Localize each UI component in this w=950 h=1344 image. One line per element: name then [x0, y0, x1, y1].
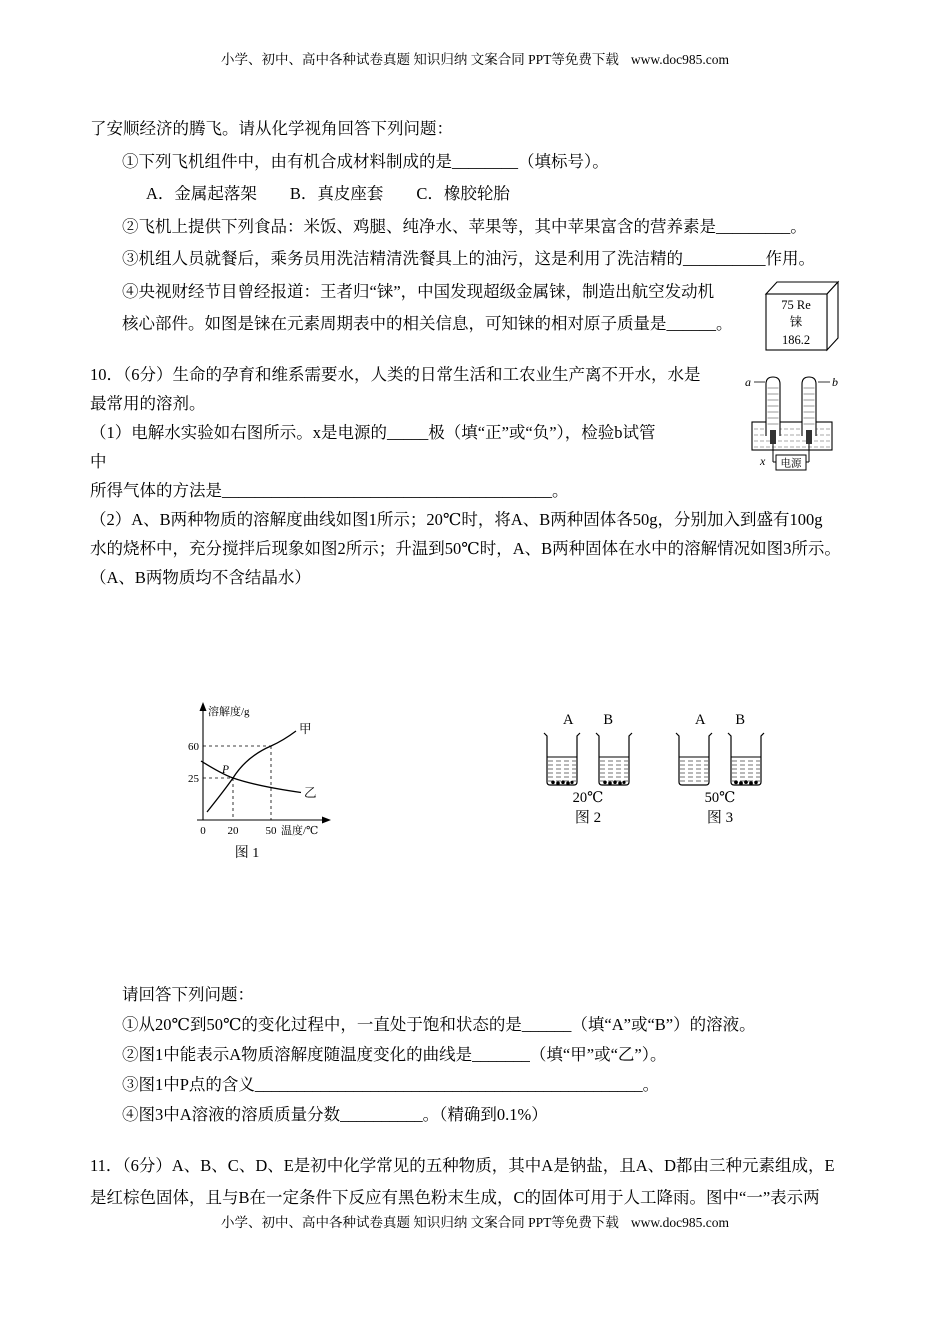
figure-3-caption: 图 3: [706, 810, 734, 826]
figure-1-caption: 图 1: [234, 846, 260, 861]
trough: [752, 422, 832, 450]
solubility-curve-chart: [175, 698, 345, 866]
q10-part2-line3: （A、B两物质均不含结晶水）: [90, 568, 311, 587]
label-b: b: [832, 375, 838, 389]
xtick-50: 50: [265, 825, 277, 837]
q10-ask-line: 请回答下列问题：: [122, 985, 254, 1004]
xtick-0: 0: [200, 825, 206, 837]
guide-60-50: [203, 746, 271, 820]
tube-b: [802, 377, 816, 436]
fig3-label-b: B: [735, 712, 746, 728]
q10-sub2-line: ②图1中能表示A物质溶解度随温度变化的曲线是_______（填“甲”或“乙”）。: [122, 1045, 667, 1064]
figure-3-group: [672, 712, 768, 827]
element-box-top-face: [766, 282, 838, 294]
q9-item2-line: ②飞机上提供下列食品：米饭、鸡腿、纯净水、苹果等，其中苹果富含的营养素是_________。: [122, 216, 807, 236]
ytick-25: 25: [188, 773, 199, 785]
q9-item3-line: ③机组人员就餐后，乘务员用洗洁精清洗餐具上的油污，这是利用了洗洁精的__________作用。: [122, 249, 815, 268]
q10-subquestions-block: [90, 980, 882, 1130]
q9-item1-line: ①下列飞机组件中，由有机合成材料制成的是________（填标号）。: [122, 151, 609, 171]
fig3-temperature: 50℃: [704, 790, 736, 806]
curve-jia-label: 甲: [299, 722, 312, 736]
point-p-label: P: [222, 764, 230, 776]
header-url: www.doc985.com: [630, 52, 729, 67]
q10-part1-line3: 所得气体的方法是________________________________________。: [90, 481, 569, 500]
x-axis-arrow: [322, 817, 331, 824]
figure-3-beakers: [672, 731, 768, 789]
left-electrode: [770, 430, 776, 444]
q9-item4-line1: ④央视财经节目曾经报道：王者归“铼”，中国发现超级金属铼，制造出航空发动机: [122, 281, 715, 301]
footer-url: www.doc985.com: [630, 1215, 729, 1230]
beaker-b-50c: [726, 731, 766, 789]
q10-sub1-line: ①从20℃到50℃的变化过程中，一直处于饱和状态的是______（填“A”或“B”）的溶液。: [122, 1015, 756, 1034]
q10-part2-line1: （2）A、B两种物质的溶解度曲线如图1所示；20℃时，将A、B两种固体各50g，分别加入到盛有100g: [90, 510, 823, 529]
beaker-a-50c: [674, 731, 714, 789]
header-text: 小学、初中、高中各种试卷真题 知识归纳 文案合同 PPT等免费下载: [221, 52, 619, 67]
q9-item4-line2: 核心部件。如图是铼在元素周期表中的相关信息，可知铼的相对原子质量是______。: [122, 314, 733, 333]
fig2-label-b: B: [603, 712, 614, 728]
beaker-b-20c: [594, 731, 634, 789]
curve-yi: [201, 761, 301, 793]
label-a: a: [745, 375, 751, 389]
liquid-hatch: [732, 761, 760, 781]
curve-jia: [207, 731, 296, 812]
q10-stem-line2: 最常用的溶剂。: [90, 394, 206, 413]
x-axis-label: 温度/℃: [281, 825, 319, 837]
q9-item1-options-line: A．金属起落架 B．真皮座套 C．橡胶轮胎: [146, 184, 510, 203]
liquid-hatch: [548, 761, 576, 781]
undissolved-solid: [551, 780, 573, 785]
q10-sub3-line: ③图1中P点的含义_______________________________________________。: [122, 1075, 660, 1094]
rhenium-element-box-figure: [760, 278, 844, 356]
q10-stem-line1: 10．（6分）生命的孕育和维系需要水，人类的日常生活和工农业生产离不开水，水是: [90, 365, 701, 384]
q10-part2-line2: 水的烧杯中，充分搅拌后现象如图2所示；升温到50℃时，A、B两种固体在水中的溶解情况如图3所示。: [90, 539, 841, 558]
element-box-right-face: [827, 282, 838, 350]
figure-2-caption: 图 2: [574, 810, 602, 826]
ytick-60: 60: [188, 741, 199, 753]
fig2-temperature: 20℃: [572, 790, 604, 806]
figure-2-beaker-labels: [540, 712, 636, 728]
beaker-a-20c: [542, 731, 582, 789]
y-axis-label: 溶解度/g: [208, 706, 250, 718]
water-electrolysis-apparatus-figure: [742, 372, 844, 482]
element-number-symbol: 75 Re: [781, 298, 811, 312]
liquid-hatch: [680, 761, 708, 781]
page-footer: [0, 1211, 950, 1231]
undissolved-solid: [603, 780, 625, 785]
y-axis-arrow: [200, 702, 207, 711]
q11-line1: 11．（6分）A、B、C、D、E是初中化学常见的五种物质，其中A是钠盐，且A、D都由三种元素组成，E: [90, 1156, 835, 1175]
right-electrode: [806, 430, 812, 444]
label-x: x: [760, 454, 766, 468]
question-11-block: [90, 1150, 882, 1214]
power-supply-label: 电源: [780, 458, 802, 470]
q10-part1-line1: （1）电解水实验如右图所示。x是电源的_____极（填“正”或“负”），检验b试管: [90, 423, 656, 442]
q10-sub4-line: ④图3中A溶液的溶质质量分数__________。（精确到0.1%）: [122, 1105, 548, 1124]
element-name: 铼: [789, 315, 803, 329]
fig2-label-a: A: [562, 712, 574, 728]
fig3-label-a: A: [694, 712, 706, 728]
footer-text: 小学、初中、高中各种试卷真题 知识归纳 文案合同 PPT等免费下载: [221, 1215, 619, 1230]
figure-2-group: [540, 712, 636, 827]
element-mass: 186.2: [781, 333, 811, 347]
liquid-hatch: [600, 761, 628, 781]
page-header: [0, 48, 950, 68]
figure-2-beakers: [540, 731, 636, 789]
figure-3-beaker-labels: [672, 712, 768, 728]
xtick-20: 20: [227, 825, 239, 837]
q10-part1-line2: 中: [90, 452, 107, 471]
curve-yi-label: 乙: [304, 786, 317, 800]
q9-intro-line: 了安顺经济的腾飞。请从化学视角回答下列问题：: [90, 119, 453, 138]
undissolved-solid: [734, 780, 758, 785]
q11-line2: 是红棕色固体，且与B在一定条件下反应有黑色粉末生成，C的固体可用于人工降雨。图中“一”表示两: [90, 1188, 820, 1207]
tube-a: [766, 377, 780, 436]
